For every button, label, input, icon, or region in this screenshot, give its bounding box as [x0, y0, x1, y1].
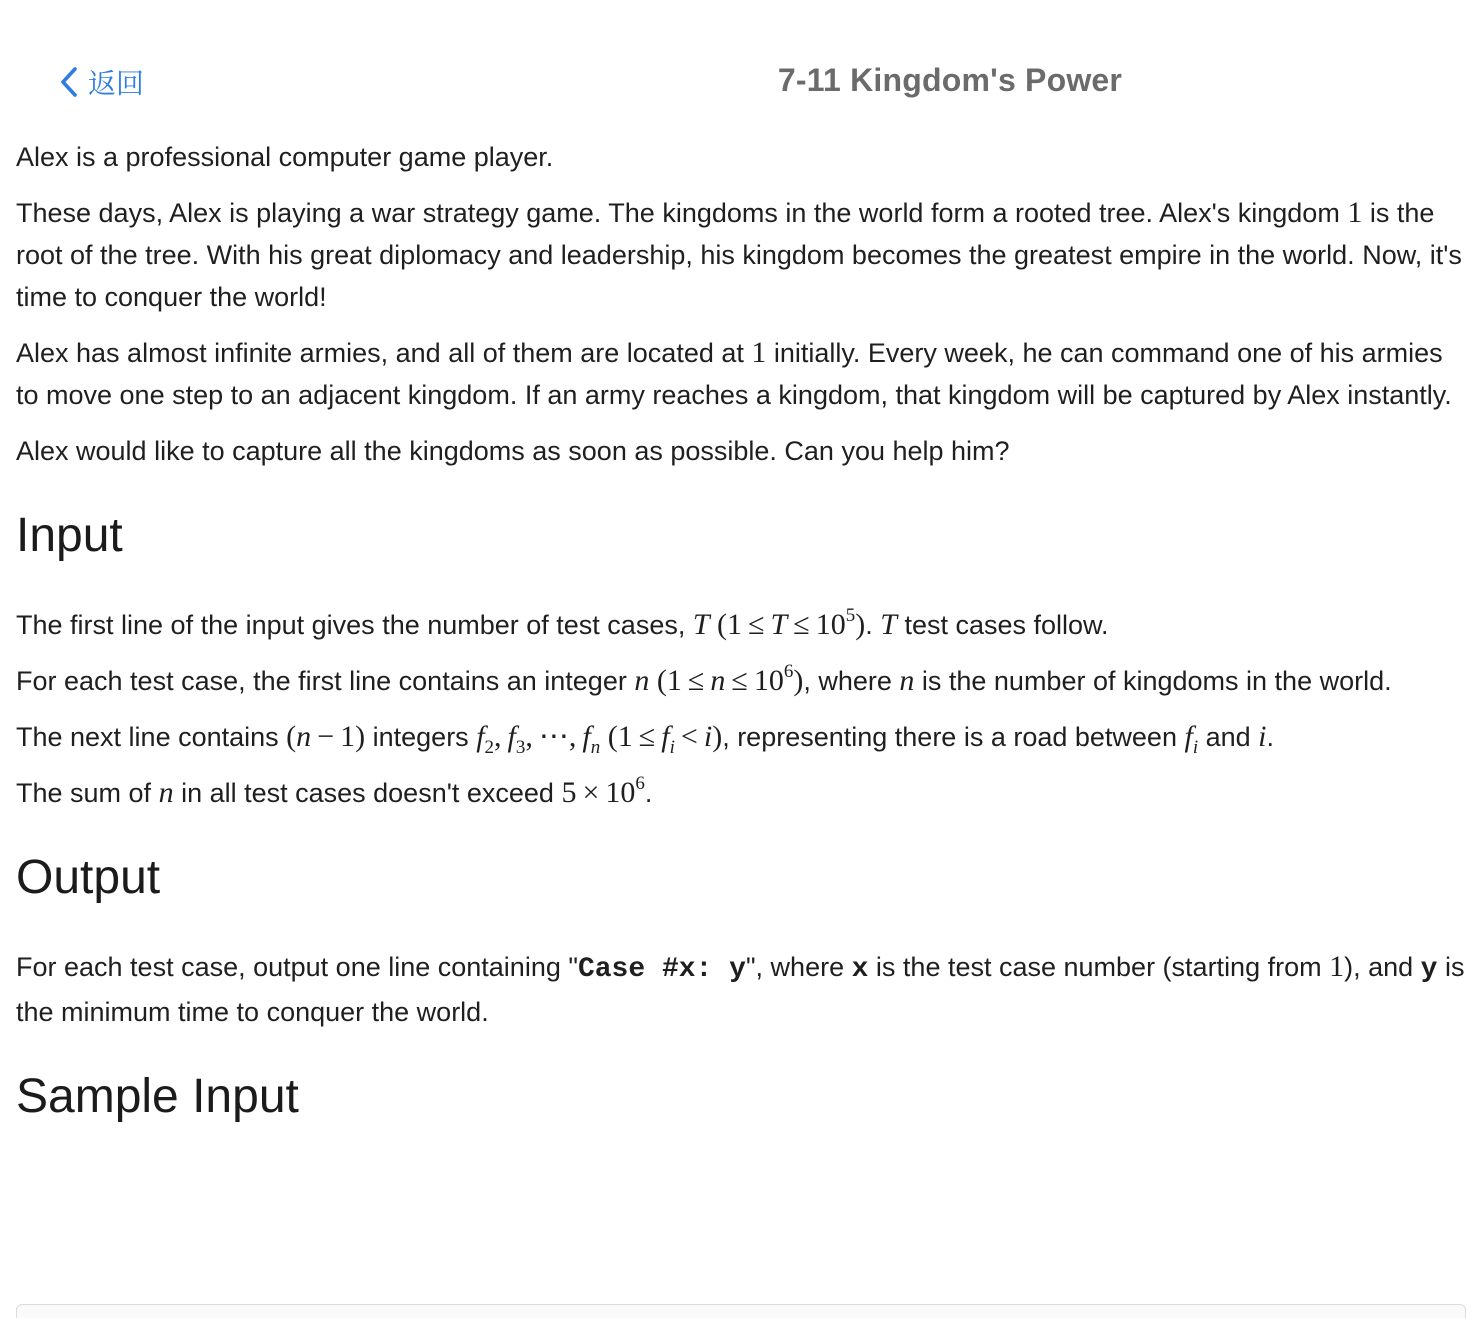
code-y: y: [1420, 954, 1438, 985]
math-n-range: n $(1 \le n \le 10^6)$: [634, 661, 804, 697]
back-button[interactable]: [56, 62, 144, 102]
input-line-3: The next line contains (n − 1) integers $f_2$, $f_3$, ⋯, $f_n$ $(1 \le f_i < i)$, representing there is a road between $f_i$ and i.: [16, 720, 1275, 758]
math-T-range: T $(1 \le T \le 10^5)$: [692, 605, 866, 641]
math-f-sequence: $f_2$, $f_3$, ⋯, $f_n$ $(1 \le f_i < i)$: [476, 720, 723, 758]
intro-paragraph-2: These days, Alex is playing a war strategy game. The kingdoms in the world form a rooted tree. Alex's kingdom 1 is the root of the tree. With his great diplomacy and leadership, his kingdom becomes the greatest empire in the world. Now, it's time to conquer the world!: [16, 196, 1462, 312]
sample-input-box: [16, 1304, 1466, 1318]
intro-paragraph-1: Alex is a professional computer game player.: [16, 142, 554, 172]
intro-paragraph-4: Alex would like to capture all the kingdoms as soon as possible. Can you help him?: [16, 436, 1010, 466]
output-line-1: For each test case, output one line containing "Case #x: y", where x is the test case number (starting from 1), and y is the minimum time to conquer the world.: [16, 950, 1465, 1027]
back-label: 返回: [88, 68, 145, 99]
input-line-1: The first line of the input gives the number of test cases, T $(1 \le T \le 10^5)$. T test cases follow.: [16, 605, 1109, 641]
sample-input-heading: Sample Input: [16, 1070, 299, 1123]
intro-paragraph-3: Alex has almost infinite armies, and all of them are located at 1 initially. Every week, he can command one of his armies to move one step to an adjacent kingdom. If an army reaches a kingdom, that kingdom will be captured by Alex instantly.: [16, 336, 1452, 410]
input-line-4: The sum of n in all test cases doesn't exceed $5 \times 10^6$.: [16, 773, 653, 809]
code-case-format: Case #x: y: [577, 954, 746, 985]
chevron-left-icon: [56, 65, 82, 99]
page-header: [0, 0, 1482, 150]
input-line-2: For each test case, the first line contains an integer n $(1 \le n \le 10^6)$, where n is the number of kingdoms in the world.: [16, 661, 1392, 697]
math-sum-limit: $5 \times 10^6$: [561, 773, 645, 809]
math-one: 1: [1347, 196, 1363, 229]
math-one: 1: [751, 336, 767, 369]
code-x: x: [851, 954, 869, 985]
math-n-minus-1: (n − 1): [286, 720, 366, 753]
input-heading: Input: [16, 509, 123, 562]
output-heading: Output: [16, 851, 161, 904]
problem-content: [16, 136, 1466, 1127]
page-title: 7-11 Kingdom's Power: [777, 62, 1123, 98]
